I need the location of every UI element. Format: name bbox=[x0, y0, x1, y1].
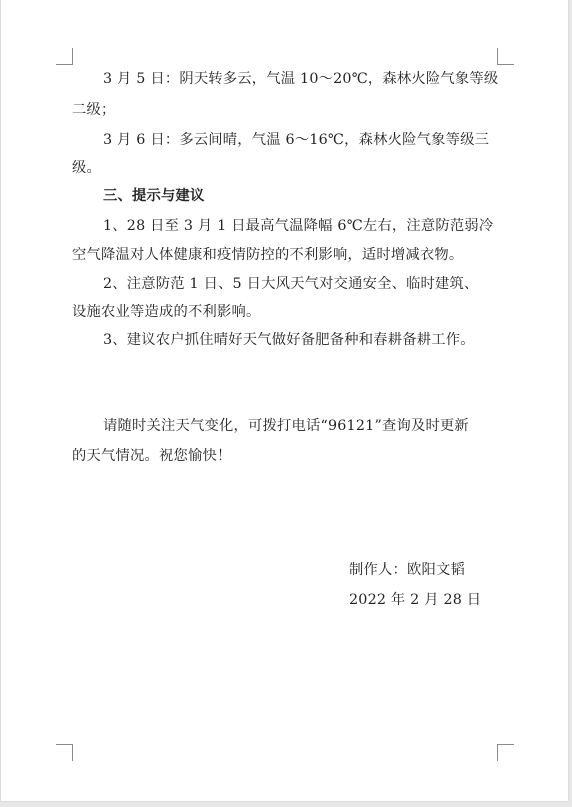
forecast-mar5-line2: 二级； bbox=[72, 102, 116, 118]
signature-date: 2022 年 2 月 28 日 bbox=[349, 592, 482, 608]
section-heading: 三、提示与建议 bbox=[103, 188, 205, 204]
tip2-line2: 设施农业等造成的不利影响。 bbox=[72, 304, 261, 320]
forecast-mar6-line1: 3 月 6 日：多云间晴，气温 6～16℃，森林火险气象等级三 bbox=[103, 132, 490, 148]
closing-line2: 的天气情况。祝您愉快！ bbox=[72, 448, 232, 464]
tip2-line1: 2、注意防范 1 日、5 日大风天气对交通安全、临时建筑、 bbox=[103, 276, 479, 292]
closing-line1: 请随时关注天气变化，可拨打电话“96121”查询及时更新 bbox=[103, 418, 469, 434]
forecast-mar6-line2: 级。 bbox=[72, 160, 101, 176]
signature-author: 制作人：欧阳文韬 bbox=[349, 562, 465, 578]
tip1-line2: 空气降温对人体健康和疫情防控的不利影响，适时增减衣物。 bbox=[72, 247, 464, 263]
margin-corner-top-right bbox=[497, 48, 514, 65]
margin-corner-top-left bbox=[56, 48, 73, 65]
tip3-line1: 3、建议农户抓住晴好天气做好备肥备种和春耕备耕工作。 bbox=[103, 332, 475, 348]
forecast-mar5-line1: 3 月 5 日：阴天转多云，气温 10～20℃，森林火险气象等级 bbox=[103, 71, 499, 87]
margin-corner-bottom-right bbox=[497, 744, 514, 761]
tip1-line1: 1、28 日至 3 月 1 日最高气温降幅 6℃左右，注意防范弱冷 bbox=[103, 218, 494, 234]
document-page bbox=[1, 0, 568, 801]
margin-corner-bottom-left bbox=[56, 744, 73, 761]
